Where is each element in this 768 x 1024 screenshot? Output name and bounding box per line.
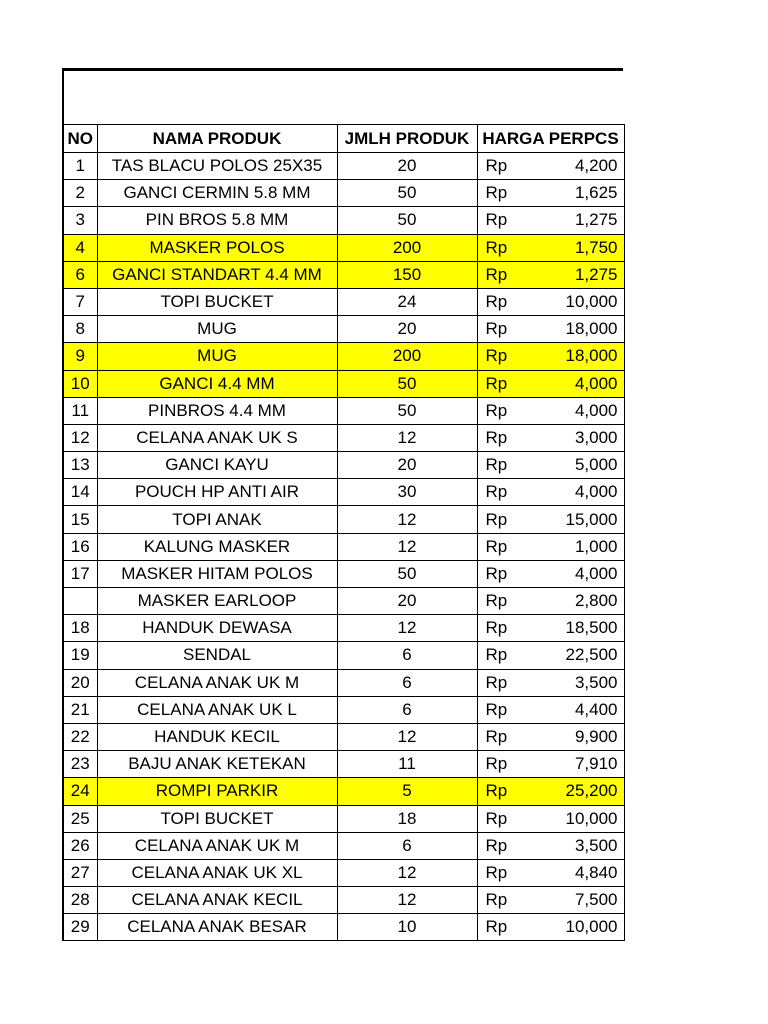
cell-price[interactable] [477, 180, 624, 207]
table-row [63, 180, 624, 207]
cell-qty[interactable]: 10 [337, 914, 477, 941]
cell-no[interactable]: 12 [63, 424, 97, 451]
price-value: 1,275 [574, 210, 618, 230]
price-value: 4,400 [574, 699, 618, 719]
price-value: 1,000 [574, 536, 618, 556]
currency-label: Rp [485, 618, 508, 638]
cell-price[interactable] [477, 452, 624, 479]
cell-name[interactable]: SENDAL [97, 642, 337, 669]
table-row [63, 723, 624, 750]
cell-name[interactable]: TOPI BUCKET [97, 288, 337, 315]
table-row [63, 560, 624, 587]
cell-price[interactable] [477, 479, 624, 506]
cell-qty[interactable]: 50 [337, 397, 477, 424]
currency-label: Rp [485, 509, 508, 529]
cell-qty[interactable]: 12 [337, 615, 477, 642]
price-value: 9,900 [574, 727, 618, 747]
cell-price[interactable] [477, 615, 624, 642]
cell-no[interactable]: 28 [63, 887, 97, 914]
cell-no[interactable]: 7 [63, 288, 97, 315]
cell-name[interactable]: TAS BLACU POLOS 25X35 [97, 153, 337, 180]
cell-no[interactable]: 14 [63, 479, 97, 506]
table-row [63, 669, 624, 696]
cell-no[interactable]: 9 [63, 343, 97, 370]
table-row [63, 370, 624, 397]
cell-price[interactable] [477, 914, 624, 941]
cell-price[interactable] [477, 424, 624, 451]
currency-label: Rp [485, 917, 508, 937]
table-row [63, 153, 624, 180]
cell-name[interactable]: BAJU ANAK KETEKAN [97, 751, 337, 778]
currency-label: Rp [485, 754, 508, 774]
cell-qty[interactable]: 18 [337, 805, 477, 832]
cell-no[interactable]: 6 [63, 261, 97, 288]
cell-price[interactable] [477, 153, 624, 180]
price-value: 4,000 [574, 482, 618, 502]
price-value: 7,500 [574, 890, 618, 910]
cell-qty[interactable]: 20 [337, 452, 477, 479]
cell-name[interactable]: TOPI ANAK [97, 506, 337, 533]
cell-price[interactable] [477, 261, 624, 288]
currency-label: Rp [485, 727, 508, 747]
currency-label: Rp [485, 781, 508, 801]
cell-price[interactable] [477, 723, 624, 750]
cell-no[interactable]: 19 [63, 642, 97, 669]
cell-qty[interactable]: 12 [337, 506, 477, 533]
price-value: 1,750 [574, 237, 618, 257]
cell-name[interactable]: CELANA ANAK UK S [97, 424, 337, 451]
title-cell [62, 68, 623, 124]
cell-name[interactable]: MUG [97, 343, 337, 370]
cell-price[interactable] [477, 234, 624, 261]
cell-name[interactable]: MUG [97, 316, 337, 343]
table-row [63, 696, 624, 723]
table-row [63, 751, 624, 778]
cell-price[interactable] [477, 805, 624, 832]
table-row [63, 288, 624, 315]
price-value: 3,500 [574, 672, 618, 692]
cell-no[interactable]: 2 [63, 180, 97, 207]
cell-price[interactable] [477, 859, 624, 886]
price-value: 5,000 [574, 455, 618, 475]
currency-label: Rp [485, 645, 508, 665]
table-row [63, 397, 624, 424]
currency-label: Rp [485, 292, 508, 312]
cell-no[interactable]: 21 [63, 696, 97, 723]
price-value: 1,275 [574, 264, 618, 284]
cell-no[interactable]: 26 [63, 832, 97, 859]
currency-label: Rp [485, 264, 508, 284]
table-row [63, 588, 624, 615]
cell-qty[interactable]: 50 [337, 180, 477, 207]
table-row [63, 778, 624, 805]
cell-price[interactable] [477, 887, 624, 914]
header-no: NO [63, 125, 97, 153]
cell-qty[interactable]: 6 [337, 832, 477, 859]
table-row [63, 832, 624, 859]
table-row [63, 914, 624, 941]
currency-label: Rp [485, 862, 508, 882]
cell-no[interactable] [63, 588, 97, 615]
price-value: 18,000 [565, 346, 618, 366]
cell-no[interactable]: 11 [63, 397, 97, 424]
cell-price[interactable] [477, 533, 624, 560]
cell-name[interactable]: HANDUK DEWASA [97, 615, 337, 642]
currency-label: Rp [485, 672, 508, 692]
product-table [62, 124, 625, 941]
cell-name[interactable]: CELANA ANAK UK M [97, 669, 337, 696]
price-value: 7,910 [574, 754, 618, 774]
cell-name[interactable]: CELANA ANAK BESAR [97, 914, 337, 941]
cell-qty[interactable]: 20 [337, 153, 477, 180]
cell-name[interactable]: POUCH HP ANTI AIR [97, 479, 337, 506]
cell-name[interactable]: GANCI 4.4 MM [97, 370, 337, 397]
cell-no[interactable]: 16 [63, 533, 97, 560]
cell-name[interactable]: MASKER HITAM POLOS [97, 560, 337, 587]
cell-no[interactable]: 13 [63, 452, 97, 479]
currency-label: Rp [485, 156, 508, 176]
cell-qty[interactable]: 11 [337, 751, 477, 778]
price-value: 10,000 [565, 292, 618, 312]
table-row [63, 424, 624, 451]
currency-label: Rp [485, 373, 508, 393]
price-value: 4,000 [574, 400, 618, 420]
spreadsheet [62, 68, 623, 941]
cell-no[interactable]: 25 [63, 805, 97, 832]
currency-label: Rp [485, 183, 508, 203]
price-value: 25,200 [565, 781, 618, 801]
cell-no[interactable]: 1 [63, 153, 97, 180]
cell-name[interactable]: ROMPI PARKIR [97, 778, 337, 805]
cell-qty[interactable]: 20 [337, 588, 477, 615]
price-value: 2,800 [574, 591, 618, 611]
price-value: 1,625 [574, 183, 618, 203]
cell-qty[interactable]: 6 [337, 669, 477, 696]
cell-qty[interactable]: 50 [337, 207, 477, 234]
cell-no[interactable]: 3 [63, 207, 97, 234]
cell-no[interactable]: 10 [63, 370, 97, 397]
table-row [63, 452, 624, 479]
currency-label: Rp [485, 808, 508, 828]
price-value: 10,000 [565, 917, 618, 937]
cell-qty[interactable]: 12 [337, 887, 477, 914]
cell-no[interactable]: 4 [63, 234, 97, 261]
cell-qty[interactable]: 24 [337, 288, 477, 315]
cell-qty[interactable]: 6 [337, 642, 477, 669]
price-value: 4,840 [574, 862, 618, 882]
price-value: 18,000 [565, 319, 618, 339]
cell-name[interactable]: MASKER POLOS [97, 234, 337, 261]
currency-label: Rp [485, 400, 508, 420]
header-row [63, 125, 624, 153]
header-price: HARGA PERPCS [477, 125, 624, 153]
currency-label: Rp [485, 591, 508, 611]
price-value: 15,000 [565, 509, 618, 529]
cell-price[interactable] [477, 696, 624, 723]
table-row [63, 479, 624, 506]
cell-qty[interactable]: 150 [337, 261, 477, 288]
price-value: 22,500 [565, 645, 618, 665]
price-value: 10,000 [565, 808, 618, 828]
cell-qty[interactable]: 5 [337, 778, 477, 805]
currency-label: Rp [485, 536, 508, 556]
cell-no[interactable]: 15 [63, 506, 97, 533]
cell-qty[interactable]: 50 [337, 560, 477, 587]
cell-name[interactable]: CELANA ANAK UK M [97, 832, 337, 859]
cell-qty[interactable]: 6 [337, 696, 477, 723]
table-row [63, 261, 624, 288]
cell-name[interactable]: MASKER EARLOOP [97, 588, 337, 615]
currency-label: Rp [485, 699, 508, 719]
cell-no[interactable]: 22 [63, 723, 97, 750]
cell-qty[interactable]: 12 [337, 859, 477, 886]
cell-qty[interactable]: 200 [337, 343, 477, 370]
cell-qty[interactable]: 50 [337, 370, 477, 397]
cell-price[interactable] [477, 669, 624, 696]
currency-label: Rp [485, 319, 508, 339]
cell-name[interactable]: GANCI CERMIN 5.8 MM [97, 180, 337, 207]
cell-qty[interactable]: 20 [337, 316, 477, 343]
cell-name[interactable]: TOPI BUCKET [97, 805, 337, 832]
cell-name[interactable]: CELANA ANAK UK L [97, 696, 337, 723]
cell-price[interactable] [477, 343, 624, 370]
table-row [63, 506, 624, 533]
cell-qty[interactable]: 12 [337, 533, 477, 560]
cell-no[interactable]: 8 [63, 316, 97, 343]
cell-qty[interactable]: 12 [337, 723, 477, 750]
currency-label: Rp [485, 346, 508, 366]
currency-label: Rp [485, 427, 508, 447]
cell-no[interactable]: 17 [63, 560, 97, 587]
cell-name[interactable]: PINBROS 4.4 MM [97, 397, 337, 424]
price-value: 18,500 [565, 618, 618, 638]
cell-name[interactable]: KALUNG MASKER [97, 533, 337, 560]
currency-label: Rp [485, 563, 508, 583]
currency-label: Rp [485, 455, 508, 475]
price-value: 4,200 [574, 156, 618, 176]
cell-price[interactable] [477, 832, 624, 859]
table-row [63, 859, 624, 886]
cell-name[interactable]: PIN BROS 5.8 MM [97, 207, 337, 234]
header-qty: JMLH PRODUK [337, 125, 477, 153]
table-row [63, 316, 624, 343]
cell-price[interactable] [477, 288, 624, 315]
cell-price[interactable] [477, 751, 624, 778]
table-row [63, 207, 624, 234]
header-name: NAMA PRODUK [97, 125, 337, 153]
cell-name[interactable]: CELANA ANAK KECIL [97, 887, 337, 914]
table-row [63, 533, 624, 560]
price-value: 3,500 [574, 835, 618, 855]
price-value: 4,000 [574, 373, 618, 393]
cell-no[interactable]: 20 [63, 669, 97, 696]
table-body [63, 153, 624, 941]
cell-price[interactable] [477, 370, 624, 397]
table-row [63, 343, 624, 370]
currency-label: Rp [485, 890, 508, 910]
table-row [63, 615, 624, 642]
table-row [63, 805, 624, 832]
cell-name[interactable]: HANDUK KECIL [97, 723, 337, 750]
currency-label: Rp [485, 237, 508, 257]
table-row [63, 887, 624, 914]
price-value: 4,000 [574, 563, 618, 583]
currency-label: Rp [485, 482, 508, 502]
cell-no[interactable]: 18 [63, 615, 97, 642]
cell-price[interactable] [477, 397, 624, 424]
cell-qty[interactable]: 200 [337, 234, 477, 261]
cell-no[interactable]: 24 [63, 778, 97, 805]
currency-label: Rp [485, 835, 508, 855]
cell-price[interactable] [477, 506, 624, 533]
cell-name[interactable]: GANCI KAYU [97, 452, 337, 479]
table-row [63, 642, 624, 669]
cell-name[interactable]: GANCI STANDART 4.4 MM [97, 261, 337, 288]
cell-qty[interactable]: 30 [337, 479, 477, 506]
cell-price[interactable] [477, 316, 624, 343]
cell-no[interactable]: 29 [63, 914, 97, 941]
cell-price[interactable] [477, 642, 624, 669]
cell-no[interactable]: 23 [63, 751, 97, 778]
price-value: 3,000 [574, 427, 618, 447]
cell-name[interactable]: CELANA ANAK UK XL [97, 859, 337, 886]
cell-no[interactable]: 27 [63, 859, 97, 886]
cell-qty[interactable]: 12 [337, 424, 477, 451]
cell-price[interactable] [477, 560, 624, 587]
cell-price[interactable] [477, 778, 624, 805]
currency-label: Rp [485, 210, 508, 230]
table-row [63, 234, 624, 261]
cell-price[interactable] [477, 207, 624, 234]
cell-price[interactable] [477, 588, 624, 615]
